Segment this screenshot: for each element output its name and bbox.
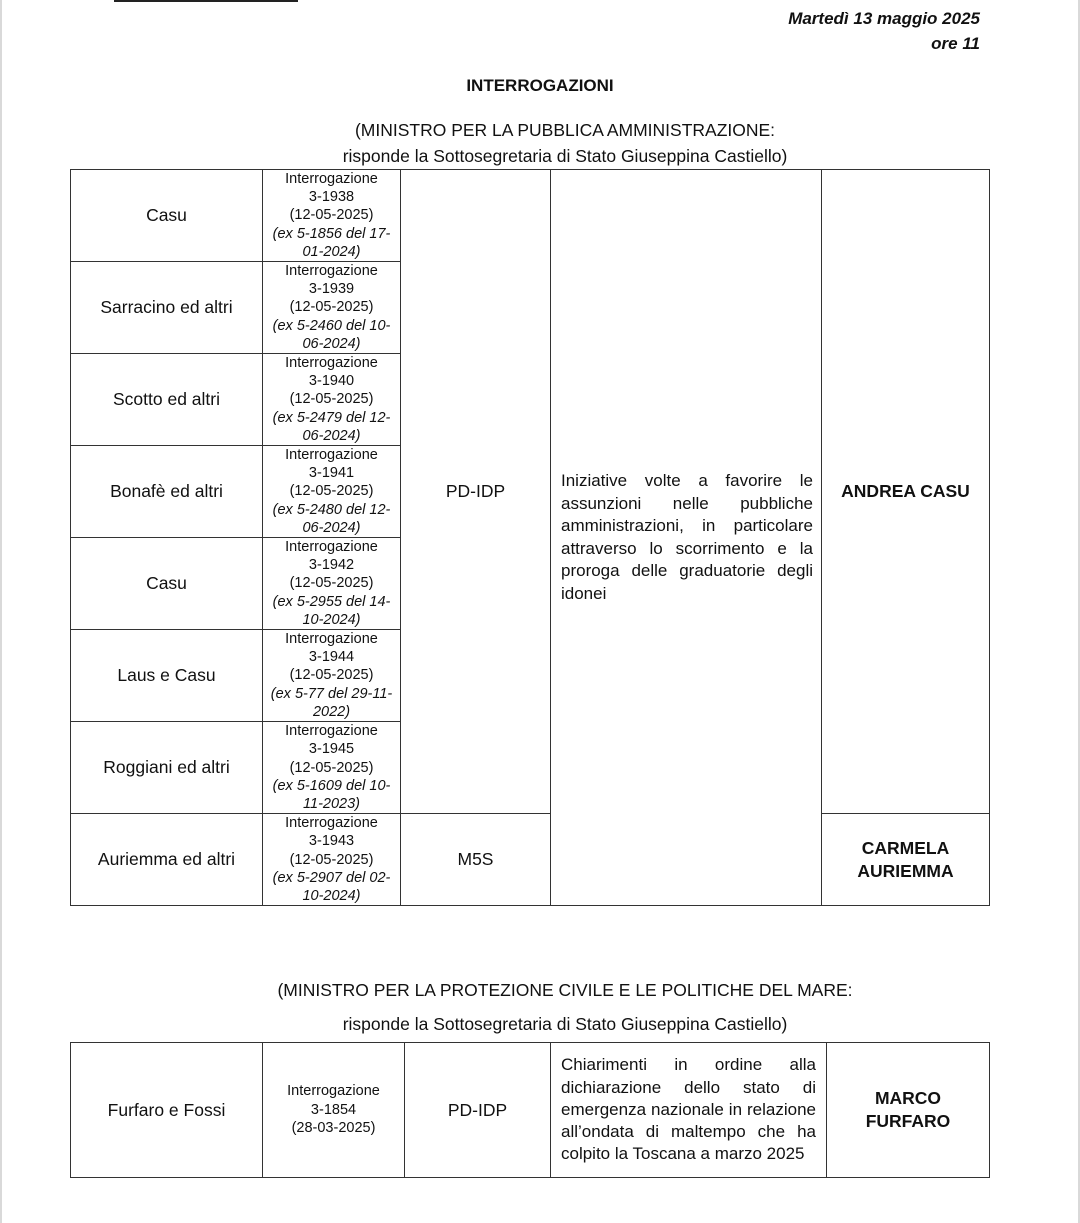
interrogation-cell: Interrogazione 3-1939 (12-05-2025) (ex 5-2460 del 10-06-2024) xyxy=(263,262,401,354)
party-cell: PD-IDP xyxy=(401,170,551,814)
minister-heading-1 xyxy=(0,117,1080,169)
minister-line1: (MINISTRO PER LA PUBBLICA AMMINISTRAZIONE: xyxy=(354,120,776,140)
minister-heading-2 xyxy=(0,973,1080,1041)
presenter-cell: Scotto ed altri xyxy=(71,354,263,446)
minister-line2: risponde la Sottosegretaria di Stato Giuseppina Castiello) xyxy=(342,146,788,166)
speaker-cell: ANDREA CASU xyxy=(822,170,990,814)
interrogation-cell: Interrogazione 3-1945 (12-05-2025) (ex 5-1609 del 10-11-2023) xyxy=(263,722,401,814)
presenter-cell: Furfaro e Fossi xyxy=(71,1043,263,1178)
session-time: ore 11 xyxy=(931,34,980,53)
interrogations-table-1 xyxy=(70,169,990,906)
presenter-cell: Roggiani ed altri xyxy=(71,722,263,814)
interrogation-cell: Interrogazione 3-1943 (12-05-2025) (ex 5-2907 del 02-10-2024) xyxy=(263,814,401,906)
table-row xyxy=(71,814,990,906)
top-rule xyxy=(114,0,298,2)
party-cell: M5S xyxy=(401,814,551,906)
subject-cell: Chiarimenti in ordine alla dichiarazione dello stato di emergenza nazionale in relazione all’ondata di maltempo che ha colpito la Toscana a marzo 2025 xyxy=(551,1043,827,1178)
minister-line1: (MINISTRO PER LA PROTEZIONE CIVILE E LE POLITICHE DEL MARE: xyxy=(277,980,853,1000)
presenter-cell: Bonafè ed altri xyxy=(71,446,263,538)
interrogation-cell: Interrogazione 3-1942 (12-05-2025) (ex 5-2955 del 14-10-2024) xyxy=(263,538,401,630)
table-row xyxy=(71,1043,990,1178)
table-row xyxy=(71,170,990,262)
party-cell: PD-IDP xyxy=(405,1043,551,1178)
interrogation-cell: Interrogazione 3-1938 (12-05-2025) (ex 5-1856 del 17-01-2024) xyxy=(263,170,401,262)
speaker-cell: MARCO FURFARO xyxy=(827,1043,990,1178)
presenter-cell: Laus e Casu xyxy=(71,630,263,722)
section-title: INTERROGAZIONI xyxy=(466,76,614,95)
subject-cell: Iniziative volte a favorire le assunzioni nelle pubbliche amministrazioni, in particolare attraverso lo scorrimento e la proroga delle graduatorie degli idonei xyxy=(551,170,822,906)
presenter-cell: Sarracino ed altri xyxy=(71,262,263,354)
interrogation-cell: Interrogazione 3-1944 (12-05-2025) (ex 5-77 del 29-11-2022) xyxy=(263,630,401,722)
interrogation-cell: Interrogazione 3-1940 (12-05-2025) (ex 5-2479 del 12-06-2024) xyxy=(263,354,401,446)
session-date: Martedì 13 maggio 2025 xyxy=(788,9,980,28)
interrogations-table-2 xyxy=(70,1042,990,1178)
speaker-cell: CARMELA AURIEMMA xyxy=(822,814,990,906)
minister-line2: risponde la Sottosegretaria di Stato Giuseppina Castiello) xyxy=(342,1014,788,1034)
presenter-cell: Casu xyxy=(71,170,263,262)
presenter-cell: Casu xyxy=(71,538,263,630)
interrogation-cell: Interrogazione 3-1854 (28-03-2025) xyxy=(263,1043,405,1178)
presenter-cell: Auriemma ed altri xyxy=(71,814,263,906)
interrogation-cell: Interrogazione 3-1941 (12-05-2025) (ex 5-2480 del 12-06-2024) xyxy=(263,446,401,538)
date-block xyxy=(788,6,980,56)
